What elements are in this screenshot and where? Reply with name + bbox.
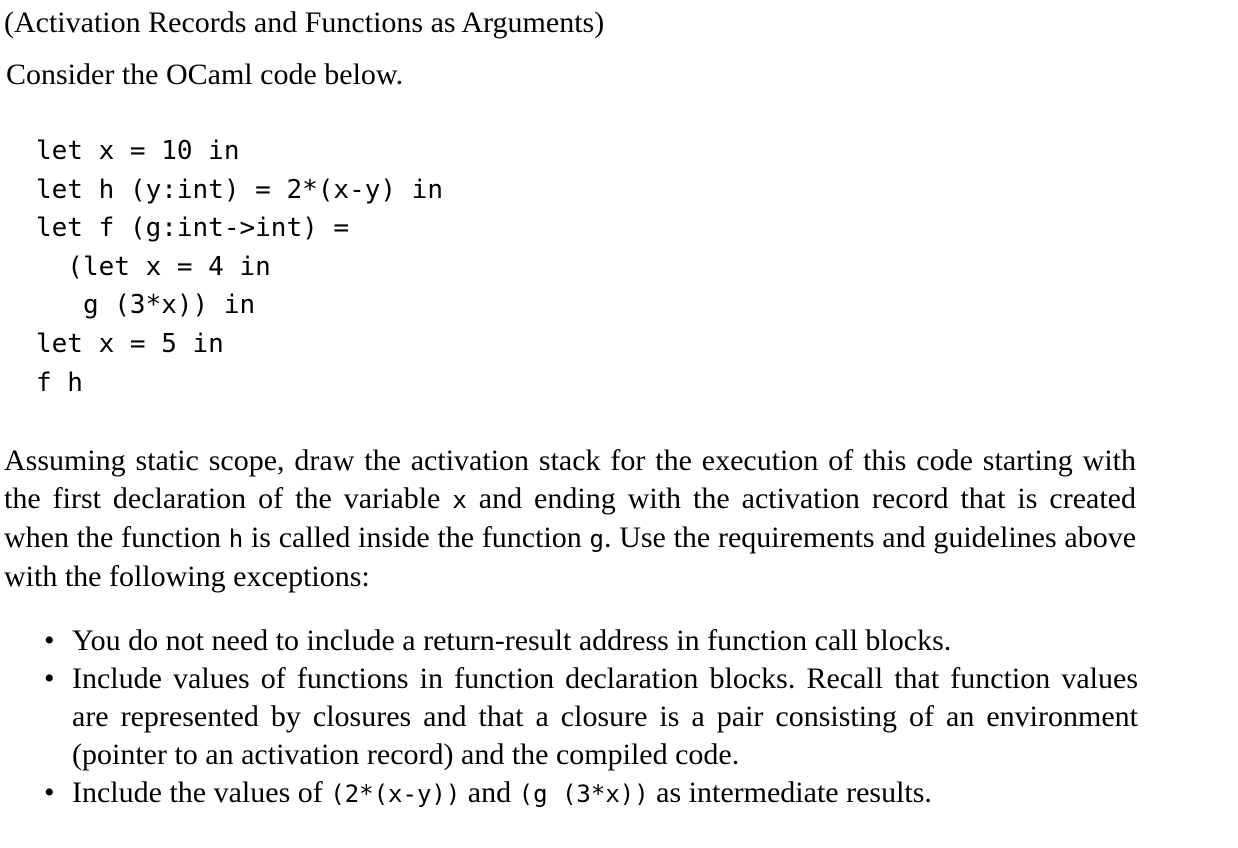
instructions-part-2: and ending with the activation record that is created when the function — [4, 482, 1137, 554]
code-line-7: f h — [36, 367, 83, 398]
inline-code-g: g — [589, 525, 604, 553]
section-title: (Activation Records and Functions as Arguments) — [4, 6, 605, 39]
inline-code-h-body: (2*(x-y)) — [330, 780, 461, 808]
code-line-5: g (3*x)) in — [36, 290, 256, 321]
list-item-text-part-1: Include the values of — [72, 776, 331, 809]
inline-code-h: h — [228, 525, 244, 553]
code-line-2: let h (y:int) = 2*(x-y) in — [36, 174, 443, 205]
list-item-text: You do not need to include a return-result address in function call blocks. — [72, 624, 952, 657]
code-line-1: let x = 10 in — [36, 136, 240, 166]
instructions-part-1: Assuming static scope, draw the activation stack for the execution of this code starting with the first declaration of the variable — [4, 444, 1136, 515]
instructions-part-4: . Use the requirements and guidelines above with the following exceptions: — [4, 521, 1137, 593]
inline-code-g-call: (g (3*x)) — [518, 780, 649, 808]
code-line-4: (let x = 4 in — [36, 251, 271, 282]
list-item-text-part-3: as intermediate results. — [648, 776, 932, 809]
ocaml-code-block — [36, 132, 443, 402]
exceptions-list — [0, 622, 1138, 813]
code-line-6: let x = 5 in — [36, 328, 224, 359]
inline-code-x: x — [452, 486, 467, 514]
code-line-3: let f (g:int->int) = — [36, 213, 350, 244]
bullet-dot-icon: • — [44, 776, 55, 809]
intro-text: Consider the OCaml code below. — [6, 58, 404, 91]
list-item-text-part-2: and — [460, 776, 519, 809]
list-item — [0, 660, 1138, 774]
instructions-part-3: is called inside the function — [243, 521, 590, 554]
instructions-paragraph — [4, 442, 1136, 596]
bullet-dot-icon: • — [44, 624, 55, 657]
list-item — [0, 622, 1138, 660]
list-item-text: Include values of functions in function declaration blocks. Recall that function values are represented by closures and that a closure is a pair consisting of an environment (pointer to an activation record) and the compiled code. — [72, 662, 1138, 771]
bullet-dot-icon: • — [44, 662, 55, 695]
list-item — [0, 774, 1138, 813]
